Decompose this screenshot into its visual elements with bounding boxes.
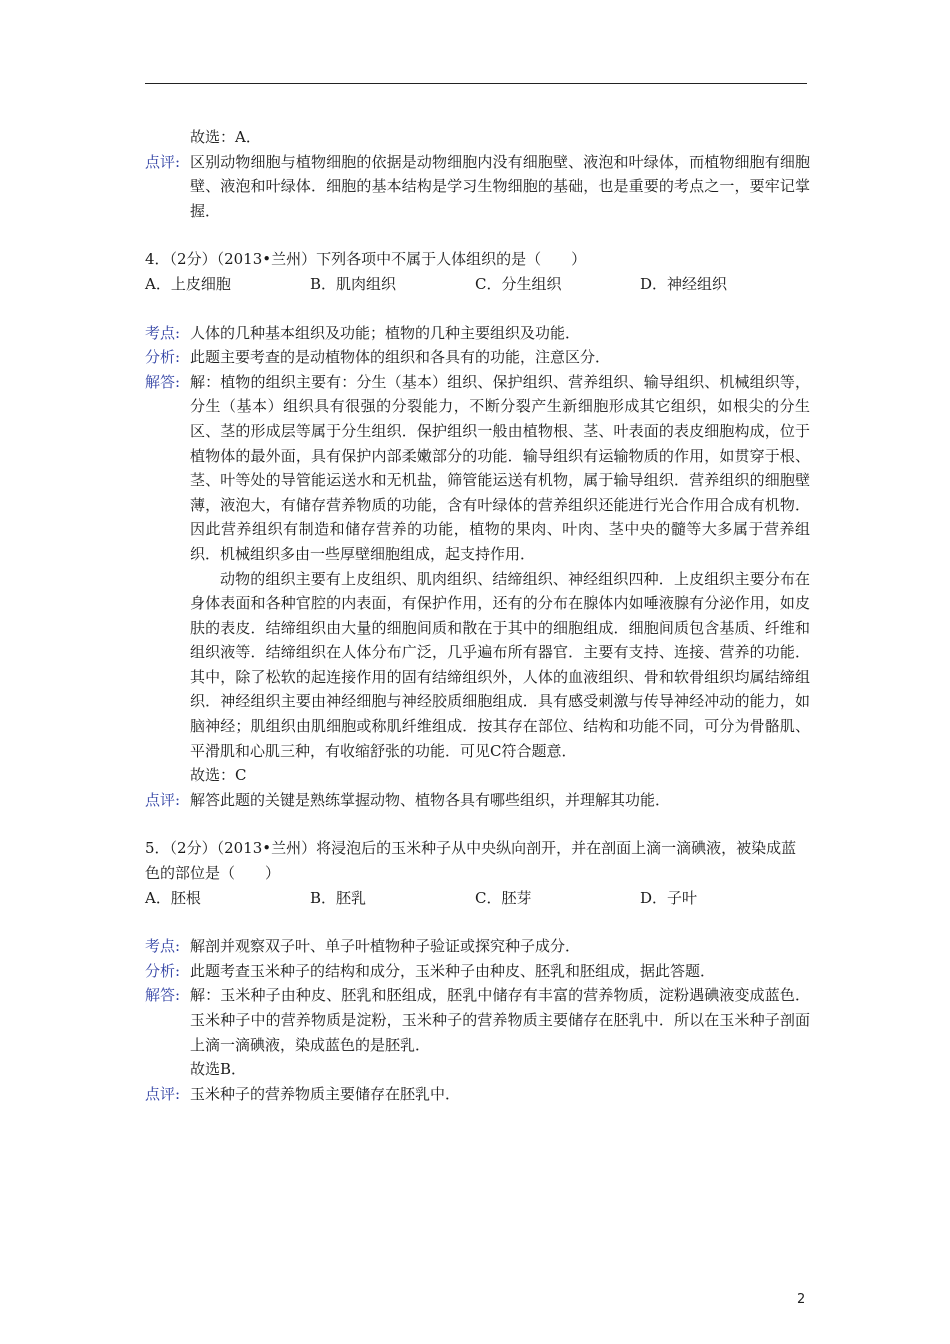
fenxi-text: 此题考查玉米种子的结构和成分，玉米种子由种皮、胚乳和胚组成，据此答题． bbox=[190, 961, 716, 980]
comment-text: 区别动物细胞与植物细胞的依据是动物细胞内没有细胞壁、液泡和叶绿体，而植物细胞有细胞壁、液泡和叶绿体．细胞的基本结构是学习生物细胞的基础，也是重要的考点之一，要牢记掌握． bbox=[190, 152, 810, 220]
fenxi-label: 分析: bbox=[145, 348, 181, 367]
q4-answer: 故选：C bbox=[190, 766, 247, 785]
page-number: 2 bbox=[797, 1292, 806, 1307]
dianping-text: 玉米种子的营养物质主要储存在胚乳中． bbox=[190, 1084, 461, 1103]
q5-answer: 故选B． bbox=[190, 1060, 247, 1079]
q5-option-a: A．胚根 bbox=[145, 888, 201, 907]
kaodian-text: 解剖并观察双子叶、单子叶植物种子验证或探究种子成分． bbox=[190, 937, 581, 956]
q4-stem: 4．（2分）（2013•兰州）下列各项中不属于人体组织的是（ ） bbox=[145, 250, 587, 269]
q5-option-b: B．胚乳 bbox=[310, 888, 367, 907]
q5-jieda bbox=[145, 983, 810, 1081]
header-rule bbox=[145, 83, 807, 84]
q5-kaodian bbox=[145, 934, 810, 959]
q4-options bbox=[145, 272, 810, 297]
comment-label: 点评: bbox=[145, 152, 181, 171]
q4-jieda bbox=[145, 370, 810, 788]
q5-dianping bbox=[145, 1082, 810, 1107]
q4-fenxi bbox=[145, 345, 810, 370]
q4-option-d: D．神经组织 bbox=[640, 274, 728, 293]
q5-option-d: D．子叶 bbox=[640, 888, 698, 907]
dianping-label: 点评: bbox=[145, 1084, 181, 1103]
q4-kaodian bbox=[145, 321, 810, 346]
kaodian-label: 考点: bbox=[145, 323, 181, 342]
q4-option-c: C．分生组织 bbox=[475, 274, 562, 293]
q5-options bbox=[145, 886, 810, 911]
q5-option-c: C．胚芽 bbox=[475, 888, 532, 907]
q4-option-b: B．肌肉组织 bbox=[310, 274, 397, 293]
jieda-paragraph-plants: 解：植物的组织主要有：分生（基本）组织、保护组织、营养组织、输导组织、机械组织等，分生（基本）组织具有很强的分裂能力，不断分裂产生新细胞形成其它组织，如根尖的分生区、茎的形成层等属于分生组织．保护组织一般由植物根、茎、叶表面的表皮细胞构成，位于植物体的最外面，具有保护内部柔嫩部分的功能．输导组织有运输物质的作用，如贯穿于根、茎、叶等处的导管能运送水和无机盐，筛管能运送有机物，属于输导组织．营养组织的细胞壁薄，液泡大，有储存营养物质的功能，含有叶绿体的营养组织还能进行光合作用合成有机物．因此营养组织有制造和储存营养的功能，植物的果肉、叶肉、茎中央的髓等大多属于营养组织．机械组织多由一些厚壁细胞组成，起支持作用． bbox=[190, 372, 810, 563]
jieda-label: 解答: bbox=[145, 986, 181, 1005]
document-body bbox=[145, 125, 810, 1106]
jieda-text: 解：玉米种子由种皮、胚乳和胚组成，胚乳中储存有丰富的营养物质，淀粉遇碘液变成蓝色．玉米种子中的营养物质是淀粉，玉米种子的营养物质主要储存在胚乳中．所以在玉米种子剖面上滴一滴碘液，染成蓝色的是胚乳． bbox=[190, 986, 810, 1054]
q3-answer: 故选：A． bbox=[190, 128, 261, 146]
jieda-label: 解答: bbox=[145, 372, 181, 391]
jieda-paragraph-animals: 动物的组织主要有上皮组织、肌肉组织、结缔组织、神经组织四种．上皮组织主要分布在身体表面和各种官腔的内表面，有保护作用，还有的分布在腺体内如唾液腺有分泌作用，如皮肤的表皮．结缔组织由大量的细胞间质和散在于其中的细胞组成．细胞间质包含基质、纤维和组织液等．结缔组织在人体分布广泛，几乎遍布所有器官．主要有支持、连接、营养的功能．其中，除了松软的起连接作用的固有结缔组织外，人体的血液组织、骨和软骨组织均属结缔组织．神经组织主要由神经细胞与神经胶质细胞组成．具有感受刺激与传导神经冲动的能力，如脑神经；肌组织由肌细胞或称肌纤维组成．按其存在部位、结构和功能不同，可分为骨骼肌、平滑肌和心肌三种，有收缩舒张的功能．可见C符合题意． bbox=[190, 569, 810, 760]
q5-fenxi bbox=[145, 959, 810, 984]
q4-option-a: A．上皮细胞 bbox=[145, 274, 231, 293]
fenxi-label: 分析: bbox=[145, 961, 181, 980]
dianping-label: 点评: bbox=[145, 790, 181, 809]
dianping-text: 解答此题的关键是熟练掌握动物、植物各具有哪些组织，并理解其功能． bbox=[190, 790, 671, 809]
kaodian-text: 人体的几种基本组织及功能；植物的几种主要组织及功能． bbox=[190, 323, 581, 342]
fenxi-text: 此题主要考查的是动植物体的组织和各具有的功能，注意区分． bbox=[190, 348, 611, 367]
q3-comment bbox=[145, 150, 810, 224]
kaodian-label: 考点: bbox=[145, 937, 181, 956]
q4-dianping bbox=[145, 788, 810, 813]
q5-stem: 5．（2分）（2013•兰州）将浸泡后的玉米种子从中央纵向剖开，并在剖面上滴一滴碘液，被染成蓝色的部位是（ ） bbox=[145, 839, 797, 883]
